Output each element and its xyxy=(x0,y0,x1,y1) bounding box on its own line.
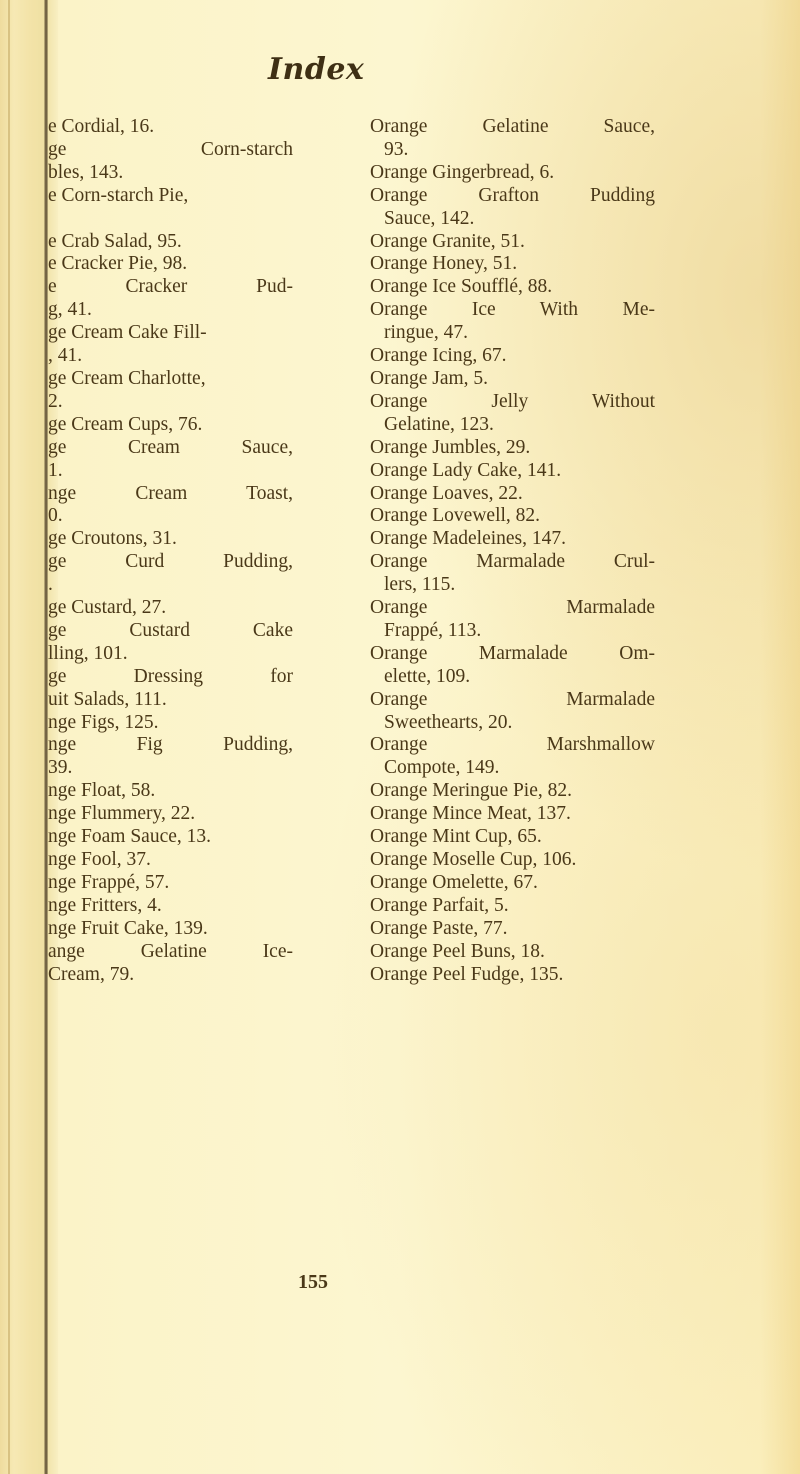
index-entry-line: Orange Jumbles, 29. xyxy=(370,436,531,458)
index-entry-line: g, 41. xyxy=(48,299,92,321)
index-entry-line: ge Custard Cake xyxy=(48,619,293,641)
index-entry-line: Orange Jam, 5. xyxy=(370,367,489,389)
index-entry-line: Orange Granite, 51. xyxy=(370,230,525,252)
index-entry-line: uit Salads, 111. xyxy=(48,688,167,710)
index-entry-line: Orange Madeleines, 147. xyxy=(370,528,567,550)
index-entry-line: Orange Marmalade Om- xyxy=(370,642,655,664)
index-entry-line: Orange Paste, 77. xyxy=(370,917,508,939)
index-entry-line: 39. xyxy=(48,757,73,779)
index-entry-line: Orange Gingerbread, 6. xyxy=(370,161,555,183)
index-entry-line: Frappé, 113. xyxy=(384,619,482,641)
index-entry-line: Orange Lovewell, 82. xyxy=(370,505,541,527)
index-entry-line: Orange Marmalade xyxy=(370,597,655,619)
index-entry-line: nge Fritters, 4. xyxy=(48,894,162,916)
index-entry-line: Gelatine, 123. xyxy=(384,413,494,435)
index-entry-line: Orange Ice With Me- xyxy=(370,299,655,321)
index-entry-line: nge Fruit Cake, 139. xyxy=(48,917,208,939)
index-entry-line: Orange Peel Fudge, 135. xyxy=(370,963,564,985)
index-entry-line: ge Cream Charlotte, xyxy=(48,367,206,389)
index-entry-line: nge Foam Sauce, 13. xyxy=(48,826,212,848)
index-column-left xyxy=(48,116,293,986)
index-entry-line: ringue, 47. xyxy=(384,322,468,344)
index-entry-line: Compote, 149. xyxy=(384,757,500,779)
index-entry-line: Sweethearts, 20. xyxy=(384,711,513,733)
index-entry-line: Sauce, 142. xyxy=(384,207,475,229)
page-number: 155 xyxy=(298,1271,328,1293)
index-entry-line: ge Cream Cake Fill- xyxy=(48,322,207,344)
index-entry-line: 2. xyxy=(48,390,63,412)
index-entry-line: Orange Lady Cake, 141. xyxy=(370,459,562,481)
index-entry-line: ge Curd Pudding, xyxy=(48,551,293,573)
index-entry-line: Orange Peel Buns, 18. xyxy=(370,940,545,962)
index-entry-line: Orange Loaves, 22. xyxy=(370,482,523,504)
index-entry-line: ge Corn-starch xyxy=(48,138,293,160)
index-entry-line: bles, 143. xyxy=(48,161,124,183)
index-entry-line: ge Custard, 27. xyxy=(48,597,167,619)
index-entry-line: Orange Moselle Cup, 106. xyxy=(370,849,577,870)
index-entry-line: Orange Honey, 51. xyxy=(370,253,518,275)
index-entry-line: 1. xyxy=(48,459,63,481)
index-entry-line: Cream, 79. xyxy=(48,963,135,985)
index-entry-line: 93. xyxy=(384,138,409,160)
index-entry-line: nge Fool, 37. xyxy=(48,849,151,870)
index-entry-line: Orange Marmalade Crul- xyxy=(370,551,655,573)
index-entry-line: lling, 101. xyxy=(48,642,128,664)
index-entry-line: Orange Marmalade xyxy=(370,688,655,710)
index-column-right xyxy=(370,116,655,986)
index-entry-line: . xyxy=(48,574,53,596)
index-entry-line: nge Flummery, 22. xyxy=(48,803,196,825)
index-entry-line: Orange Mint Cup, 65. xyxy=(370,826,542,848)
index-entry-line: Orange Mince Meat, 137. xyxy=(370,803,571,825)
index-entry-line: elette, 109. xyxy=(384,665,471,687)
index-entry-line: ge Cream Sauce, xyxy=(48,436,293,458)
index-entry-line: nge Frappé, 57. xyxy=(48,871,170,893)
index-entry-line: Orange Marshmallow xyxy=(370,734,655,756)
index-entry-line: Orange Jelly Without xyxy=(370,390,655,412)
index-entry-line: Orange Grafton Pudding xyxy=(370,184,655,206)
index-entry-line: nge Fig Pudding, xyxy=(48,734,293,756)
index-entry-line: e Cracker Pie, 98. xyxy=(48,253,188,275)
gutter-fold-line xyxy=(8,0,10,1474)
index-entry-line: e Corn-starch Pie, xyxy=(48,184,189,206)
index-entry-line: ge Dressing for xyxy=(48,665,293,687)
index-entry-line: Orange Ice Soufflé, 88. xyxy=(370,276,553,298)
index-entry-line: lers, 115. xyxy=(384,574,456,596)
index-entry-line: nge Cream Toast, xyxy=(48,482,293,504)
index-entry-line: Orange Gelatine Sauce, xyxy=(370,116,655,137)
index-entry-line xyxy=(48,208,293,231)
index-entry-line: e Crab Salad, 95. xyxy=(48,230,182,252)
index-entry-line: Orange Parfait, 5. xyxy=(370,894,509,916)
index-entry-line: nge Float, 58. xyxy=(48,780,156,802)
index-entry-line: Orange Omelette, 67. xyxy=(370,871,538,893)
index-entry-line: ge Cream Cups, 76. xyxy=(48,413,203,435)
index-entry-line: Orange Meringue Pie, 82. xyxy=(370,780,572,802)
index-entry-line: e Cordial, 16. xyxy=(48,116,155,137)
index-entry-line: e Cracker Pud- xyxy=(48,276,293,298)
index-entry-line: ange Gelatine Ice- xyxy=(48,940,293,962)
index-entry-line: nge Figs, 125. xyxy=(48,711,159,733)
index-entry-line: 0. xyxy=(48,505,63,527)
page-title: Index xyxy=(268,52,365,87)
index-entry-line: Orange Icing, 67. xyxy=(370,345,507,367)
index-entry-line: , 41. xyxy=(48,345,83,367)
index-entry-line: ge Croutons, 31. xyxy=(48,528,177,550)
